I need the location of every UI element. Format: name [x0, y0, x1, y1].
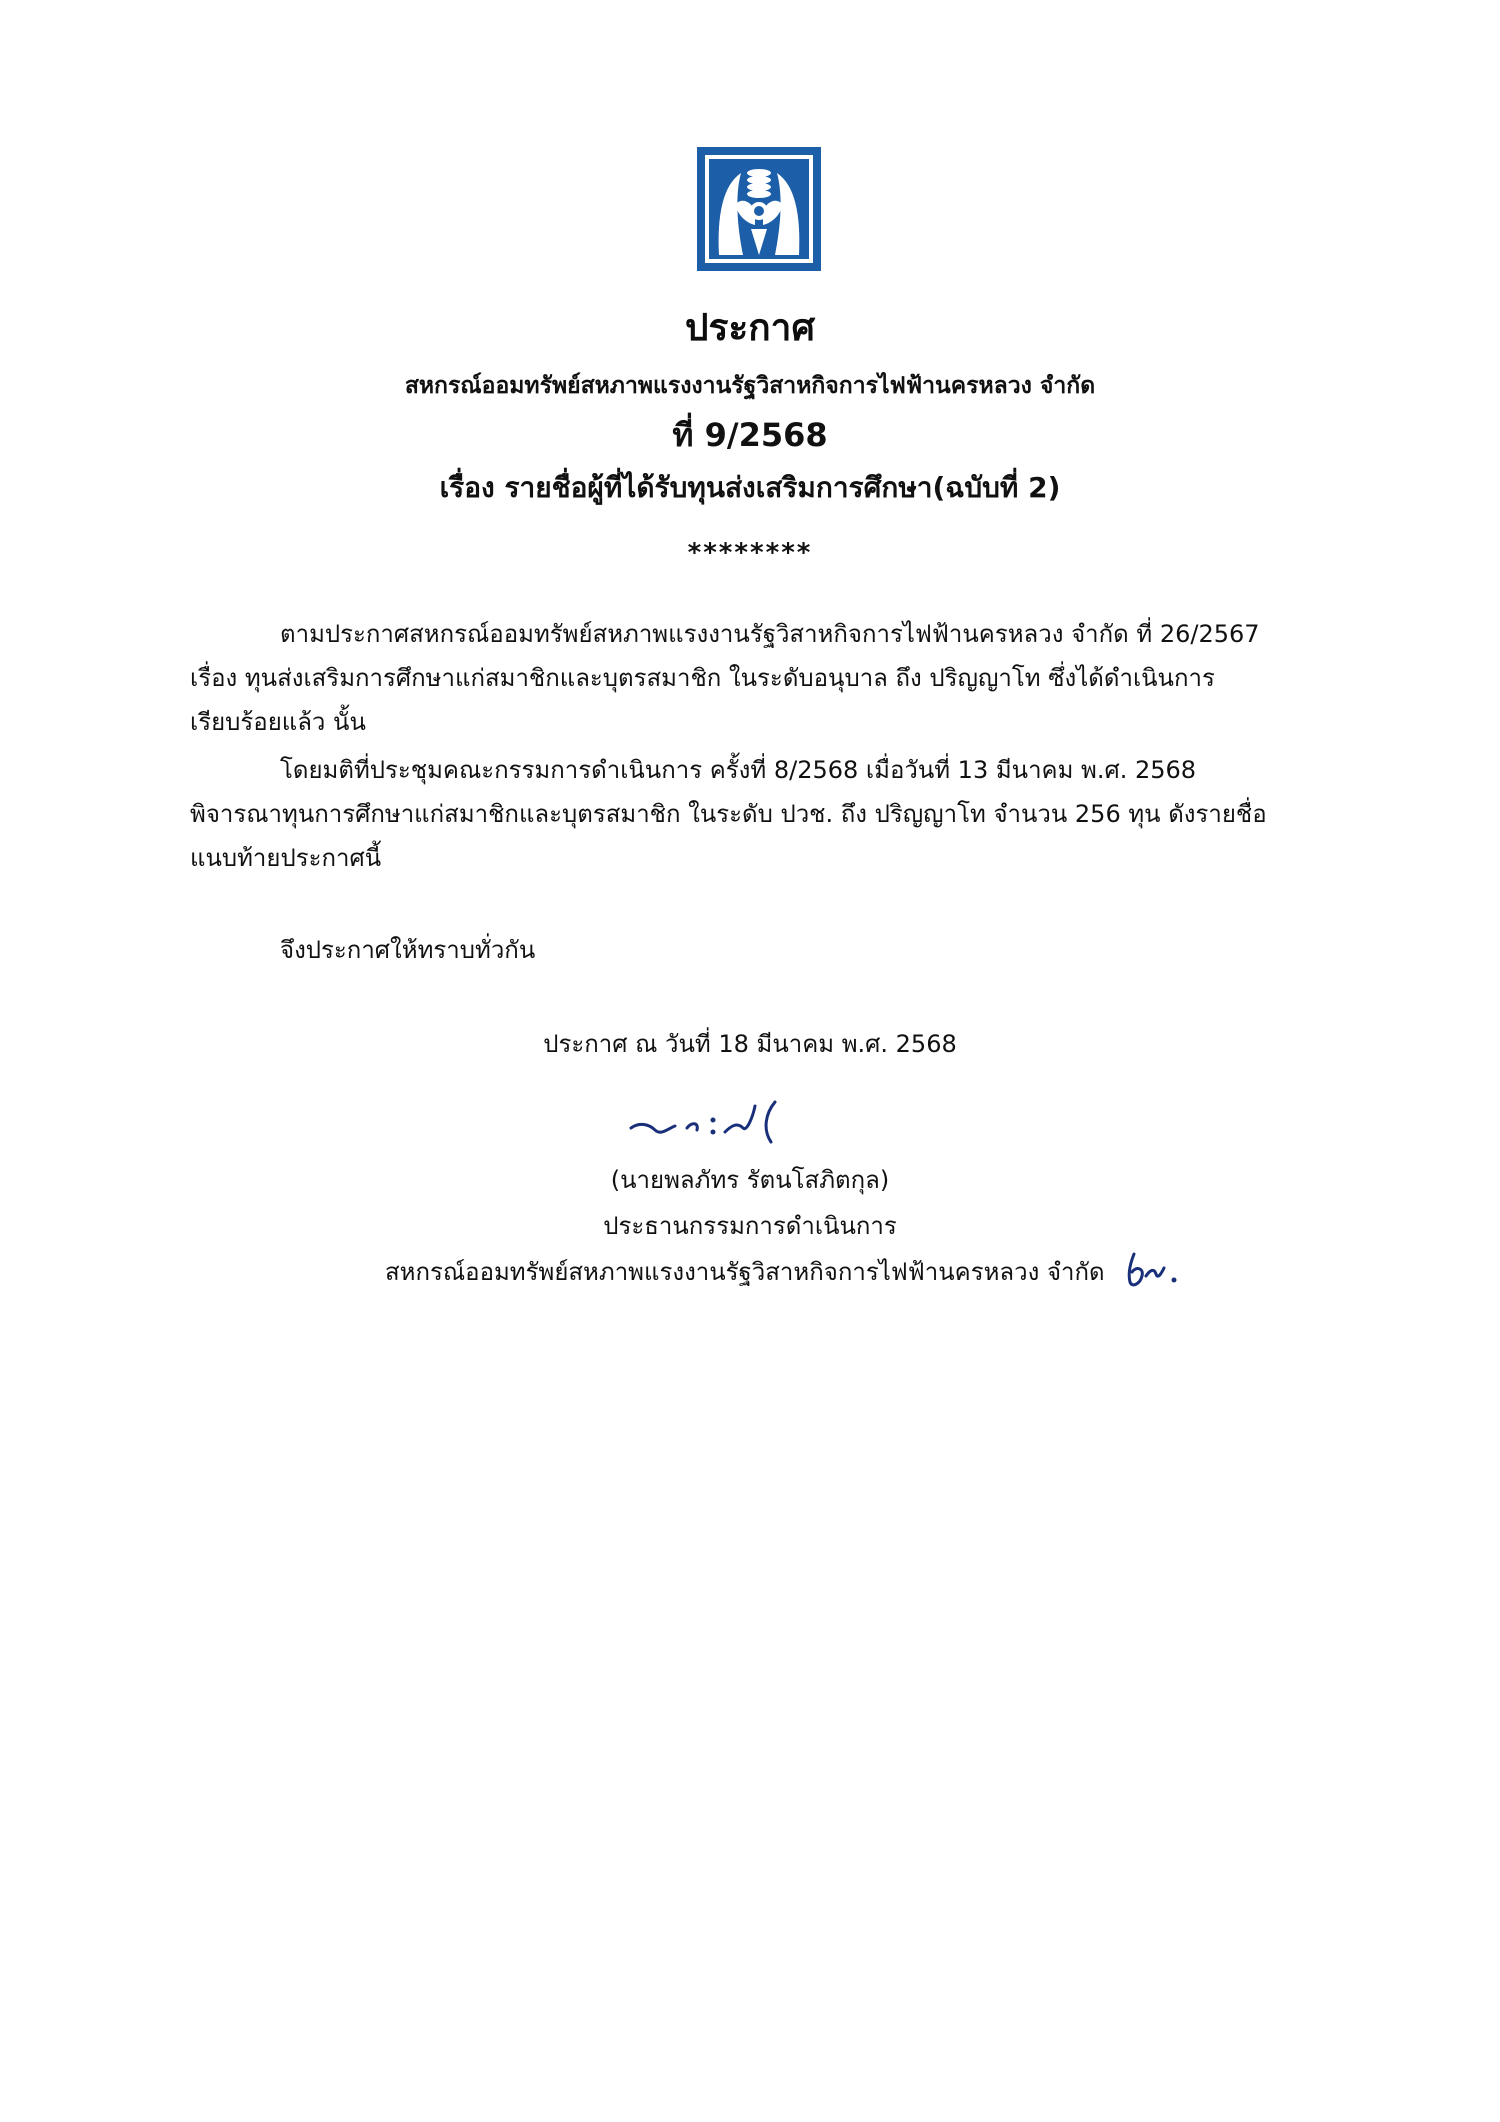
- organization-name: สหกรณ์ออมทรัพย์สหภาพแรงงานรัฐวิสาหกิจการไฟฟ้านครหลวง จำกัด: [404, 373, 1096, 399]
- cooperative-logo-icon: [695, 145, 823, 273]
- paragraph-line: เรียบร้อยแล้ว นั้น: [190, 708, 366, 736]
- paragraph-line: แนบท้ายประกาศนี้: [190, 844, 382, 872]
- signer-name: (นายพลภัทร รัตนโสภิตกุล): [610, 1166, 890, 1194]
- announcement-title: ประกาศ: [685, 306, 815, 349]
- signer-position: ประธานกรรมการดำเนินการ: [603, 1212, 897, 1240]
- paragraph-reference: [190, 612, 1325, 744]
- closing-statement: จึงประกาศให้ทราบทั่วกัน: [280, 936, 536, 964]
- announcement-date: ประกาศ ณ วันที่ 18 มีนาคม พ.ศ. 2568: [543, 1030, 957, 1058]
- announcement-number: ที่ 9/2568: [672, 416, 828, 454]
- paragraph-line: เรื่อง ทุนส่งเสริมการศึกษาแก่สมาชิกและบุตรสมาชิก ในระดับอนุบาล ถึง ปริญญาโท ซึ่งได้ดำเนินการ: [190, 664, 1215, 692]
- paragraph-line: ตามประกาศสหกรณ์ออมทรัพย์สหภาพแรงงานรัฐวิสาหกิจการไฟฟ้านครหลวง จำกัด ที่ 26/2567: [280, 620, 1260, 648]
- paragraph-line: พิจารณาทุนการศึกษาแก่สมาชิกและบุตรสมาชิก ในระดับ ปวช. ถึง ปริญญาโท จำนวน 256 ทุน ดังรายชื่อ: [190, 800, 1267, 828]
- signer-organization: สหกรณ์ออมทรัพย์สหภาพแรงงานรัฐวิสาหกิจการไฟฟ้านครหลวง จำกัด: [385, 1258, 1105, 1286]
- handwritten-signature: [625, 1092, 805, 1150]
- separator: ********: [687, 538, 813, 568]
- paragraph-resolution: [190, 748, 1325, 880]
- announcement-subject: เรื่อง รายชื่อผู้ที่ได้รับทุนส่งเสริมการศึกษา(ฉบับที่ 2): [439, 471, 1061, 504]
- handwritten-initials: [1120, 1250, 1182, 1292]
- paragraph-line: โดยมติที่ประชุมคณะกรรมการดำเนินการ ครั้งที่ 8/2568 เมื่อวันที่ 13 มีนาคม พ.ศ. 2568: [280, 756, 1197, 784]
